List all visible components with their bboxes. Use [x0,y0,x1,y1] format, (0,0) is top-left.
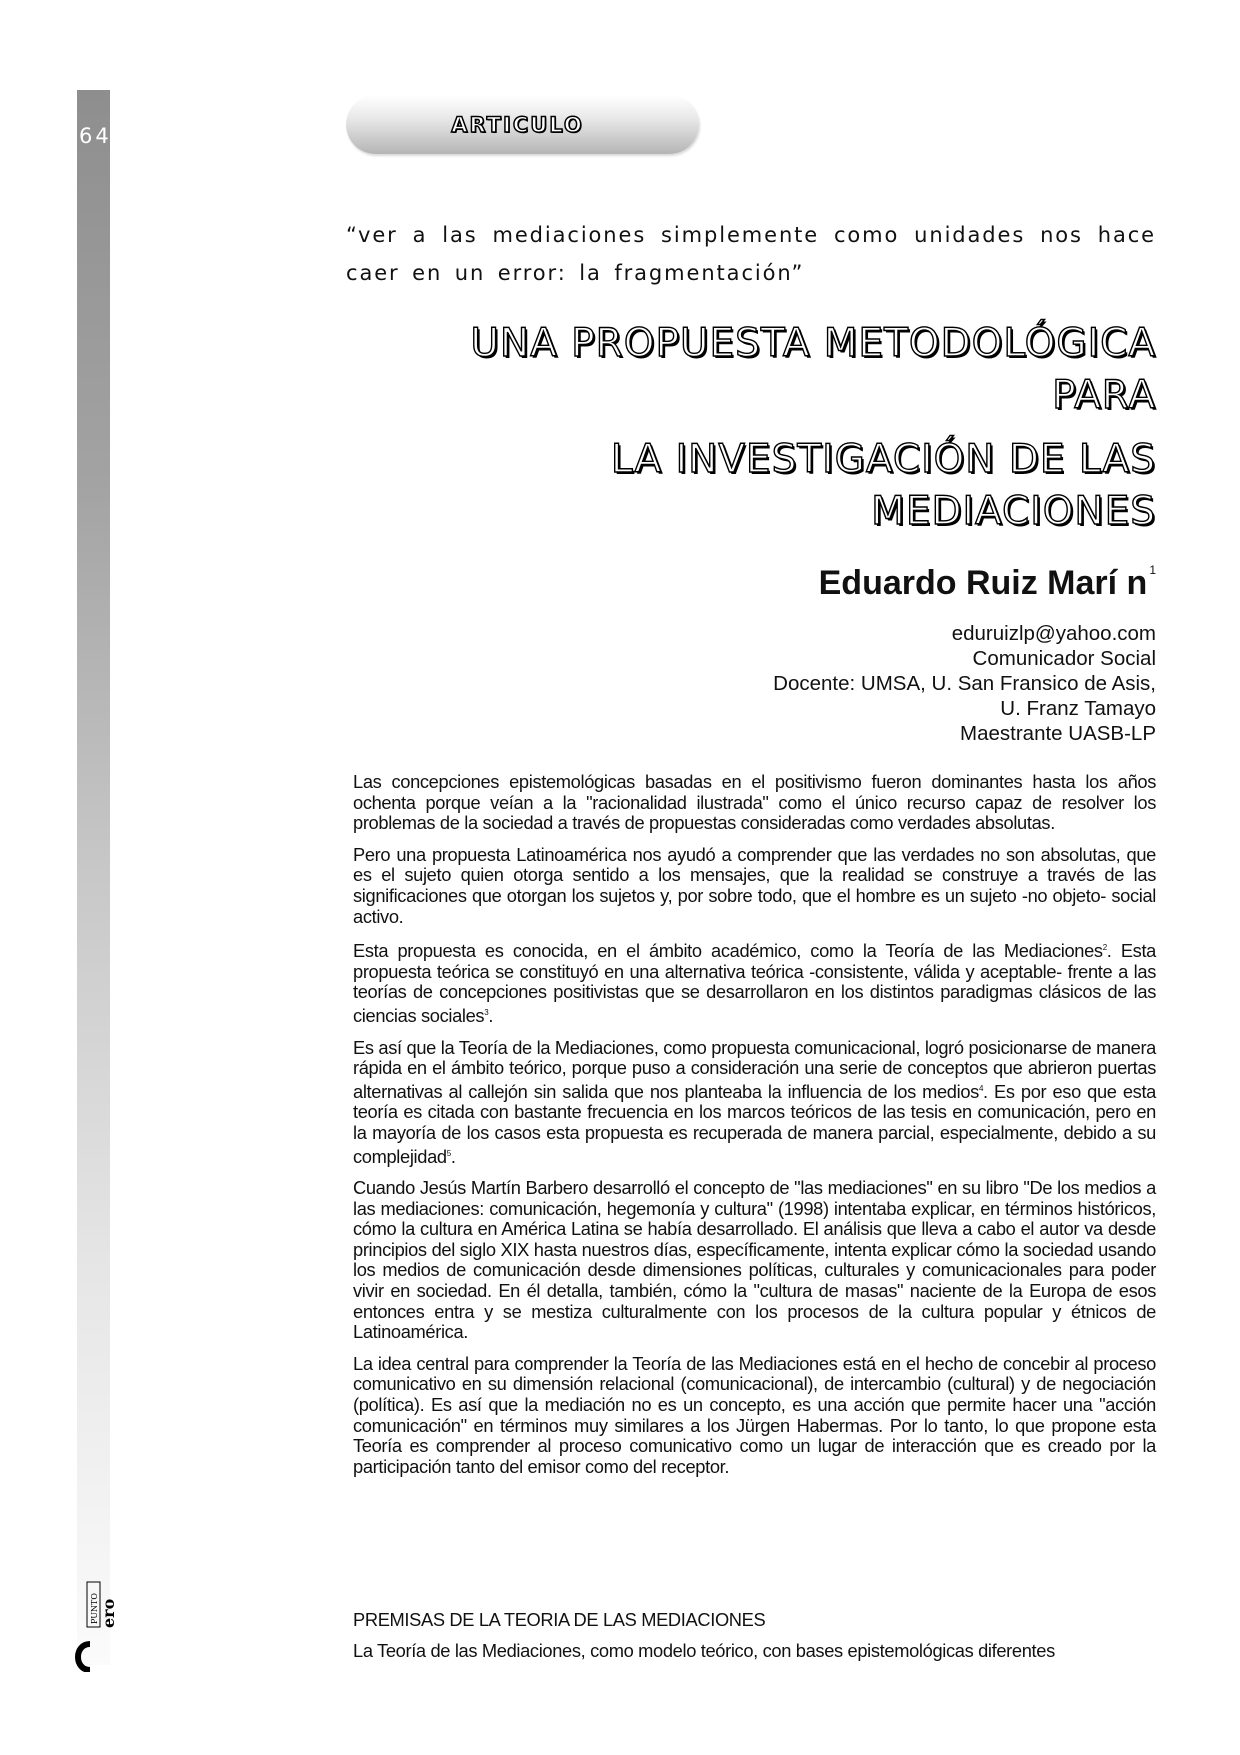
author-teaching: Docente: UMSA, U. San Fransico de Asis, [773,672,1156,695]
svg-text:PUNTO: PUNTO [90,1593,99,1624]
svg-text:ero: ero [99,1598,118,1628]
paragraph: Las concepciones epistemológicas basadas en el positivismo fueron dominantes hasta los años ochenta porque veían a la "racionalidad ilustrada" como el único recurso capaz de resolver los problemas de la sociedad a través de propuestas consideradas como verdades absolutas. [353,771,1156,834]
section-heading: PREMISAS DE LA TEORIA DE LAS MEDIACIONES [353,1609,766,1630]
author-affiliation [773,621,1156,746]
title-line: LA INVESTIGACIÓN DE LAS [610,437,1156,482]
article-body [353,772,1156,1488]
footnote-ref: 3 [484,1007,489,1017]
footnote-ref: 4 [978,1083,984,1093]
section-label-pill [346,95,699,154]
author-role: Comunicador Social [972,647,1156,670]
page-number: 64 [79,124,112,148]
paragraph-start: La Teoría de las Mediaciones, como modelo teórico, con bases epistemológicas diferentes [353,1640,1055,1661]
author-email[interactable]: eduruizlp@yahoo.com [951,622,1156,645]
title-line: PARA [1052,373,1156,418]
epigraph-quote: “ver a las mediaciones simplemente como unidades nos hace caer en un error: la fragmentación” [346,223,1156,285]
title-line: MEDIACIONES [871,489,1156,534]
footnote-ref: 5 [446,1148,451,1158]
author-teaching-2: U. Franz Tamayo [1000,697,1156,720]
page-side-bar [77,90,110,1665]
author-name-text: Eduardo Ruiz Marí n [818,564,1148,602]
author-name [819,563,1156,603]
paragraph: Pero una propuesta Latinoamérica nos ayudó a comprender que las verdades no son absolutas, que es el sujeto quien otorga sentido a los mensajes, que la realidad se construye a través de las significaciones que otorgan los sujetos y, por sobre todo, que el hombre es un sujeto -no objeto- social activo. [353,843,1156,927]
title-line: UNA PROPUESTA METODOLÓGICA [470,321,1156,366]
section-label: ARTICULO [451,112,584,137]
paragraph: Esta propuesta es conocida, en el ámbito académico, como la Teoría de las Mediaciones$^2$. Esta propuesta teórica se constituyó en una alternativa teórica -consistente, válida y aceptable- frente a las teorías de concepciones positivistas que se desarrollaron en los distintos paradigmas clásicos de las ciencias sociales$^3$. [353,940,1156,1026]
punto-cero-logo-icon [70,1572,120,1672]
article-title [436,318,1156,538]
footnote-ref: 2 [1102,943,1107,953]
author-study: Maestrante UASB-LP [960,722,1156,745]
paragraph: Es así que la Teoría de la Mediaciones, como propuesta comunicacional, logró posicionarse de manera rápida en el ámbito teórico, porque puso a consideración una serie de conceptos que abrieron puertas alternativas al callejón sin salida que nos planteaba la influencia de los medios$^4$. Es por eso que esta teoría es citada con bastante frecuencia en los marcos teóricos de las tesis en comunicación, pero en la mayoría de los casos esta propuesta es recuperada de manera parcial, especialmente, debido a su complejidad$^5$. [353,1036,1156,1167]
footnote-ref: 1 [1149,563,1156,577]
paragraph: Cuando Jesús Martín Barbero desarrolló el concepto de "las mediaciones" en su libro "De los medios a las mediaciones: comunicación, hegemonía y cultura" (1998) intentaba explicar, en términos históricos, cómo la cultura en América Latina se había desarrollado. El análisis que lleva a cabo el autor va desde principios del siglo XIX hasta nuestros días, específicamente, intenta explicar cómo la sociedad usando los medios de comunicación desde dimensiones políticas, culturales y comunicacionales para poder vivir en sociedad. En él detalla, también, cómo la "cultura de masas" naciente de la Europa de esos entonces entra y se mestiza culturalmente con los procesos de la cultura popular y étnicos de Latinoamérica. [353,1177,1156,1343]
paragraph: La idea central para comprender la Teoría de las Mediaciones está en el hecho de concebir al proceso comunicativo en su dimensión relacional (comunicacional), de intercambio (cultural) y de negociación (política). Es así que la mediación no es un concepto, es una acción que permite hacer una "acción comunicación" en términos muy similares a los Jürgen Habermas. Por lo tanto, lo que propone esta Teoría es comprender al proceso comunicativo como un lugar de interacción que es creado por la participación tanto del emisor como del receptor. [353,1352,1156,1477]
